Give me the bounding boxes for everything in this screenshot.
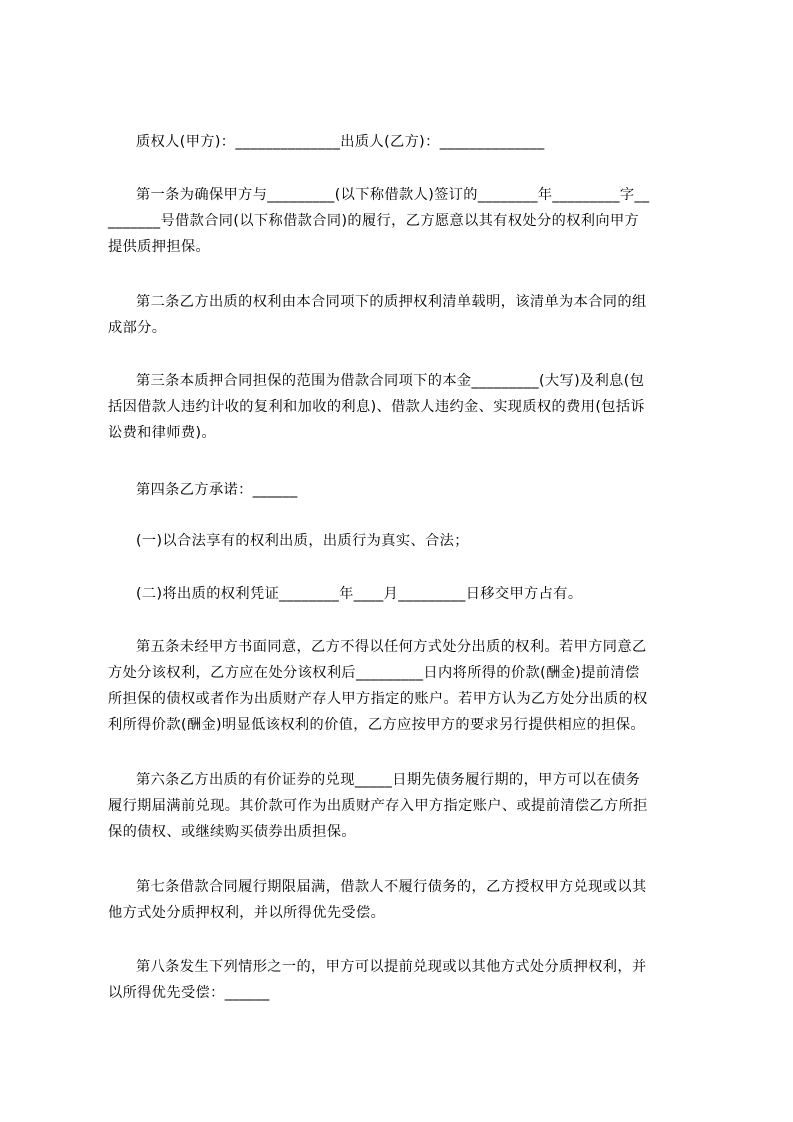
article-5-line-1: 第五条未经甲方书面同意，乙方不得以任何方式处分出质的权利。若甲方同意乙: [136, 639, 647, 655]
article-7: [108, 874, 718, 926]
article-7-line-2: 他方式处分质押权利，并以所得优先受偿。: [108, 905, 386, 921]
article-6: [108, 767, 718, 845]
article-3: [108, 368, 718, 446]
article-4-item-2: [108, 581, 718, 607]
article-8-line-1: 第八条发生下列情形之一的，甲方可以提前兑现或以其他方式处分质押权利，并: [136, 959, 647, 975]
article-6-line-1: 第六条乙方出质的有价证券的兑现_____日期先债务履行期的，甲方可以在债务: [136, 772, 641, 788]
article-4-intro: [108, 477, 718, 503]
parties-line: [108, 129, 718, 155]
parties-text: 质权人(甲方)：______________出质人(乙方)：______________: [136, 134, 545, 150]
article-1: [108, 182, 718, 260]
article-7-line-1: 第七条借款合同履行期限届满，借款人不履行债务的，乙方授权甲方兑现或以其: [136, 879, 647, 895]
article-1-line-2: _______号借款合同(以下称借款合同)的履行，乙方愿意以其有权处分的权利向甲方: [108, 213, 640, 229]
article-1-line-3: 提供质押担保。: [108, 239, 211, 255]
article-8-line-2: 以所得优先受偿：______: [108, 985, 270, 1001]
article-5-line-2: 方处分该权利，乙方应在处分该权利后_________日内将所得的价款(酬金)提前清偿: [108, 665, 640, 681]
article-3-line-3: 讼费和律师费)。: [108, 425, 217, 441]
article-4-item-1: [108, 528, 718, 554]
article-5: [108, 634, 718, 738]
article-6-line-2: 履行期届满前兑现。其价款可作为出质财产存入甲方指定账户、或提前清偿乙方所拒: [108, 798, 648, 814]
article-4-intro-text: 第四条乙方承诺：______: [136, 482, 298, 498]
article-4-item-2-text: (二)将出质的权利凭证________年____月_________日移交甲方占有。: [136, 586, 583, 602]
article-2-line-1: 第二条乙方出质的权利由本合同项下的质押权利清单载明，该清单为本合同的组: [136, 294, 647, 310]
article-2-line-2: 成部分。: [108, 320, 167, 336]
article-6-line-3: 保的债权、或继续购买债券出质担保。: [108, 824, 356, 840]
article-2: [108, 289, 718, 341]
article-1-line-1: 第一条为确保甲方与_________(以下称借款人)签订的________年_________字__: [136, 187, 650, 203]
article-8: [108, 954, 718, 1006]
article-5-line-4: 利所得价款(酬金)明显低该权利的价值，乙方应按甲方的要求另行提供相应的担保。: [108, 717, 646, 733]
article-4-item-1-text: (一)以合法享有的权利出质，出质行为真实、合法；: [136, 533, 469, 549]
article-3-line-1: 第三条本质押合同担保的范围为借款合同项下的本金_________(大写)及利息(包: [136, 373, 645, 389]
article-5-line-3: 所担保的债权或者作为出质财产存人甲方指定的账户。若甲方认为乙方处分出质的权: [108, 691, 648, 707]
article-3-line-2: 括因借款人违约计收的复利和加收的利息)、借款人违约金、实现质权的费用(包括诉: [108, 399, 646, 415]
